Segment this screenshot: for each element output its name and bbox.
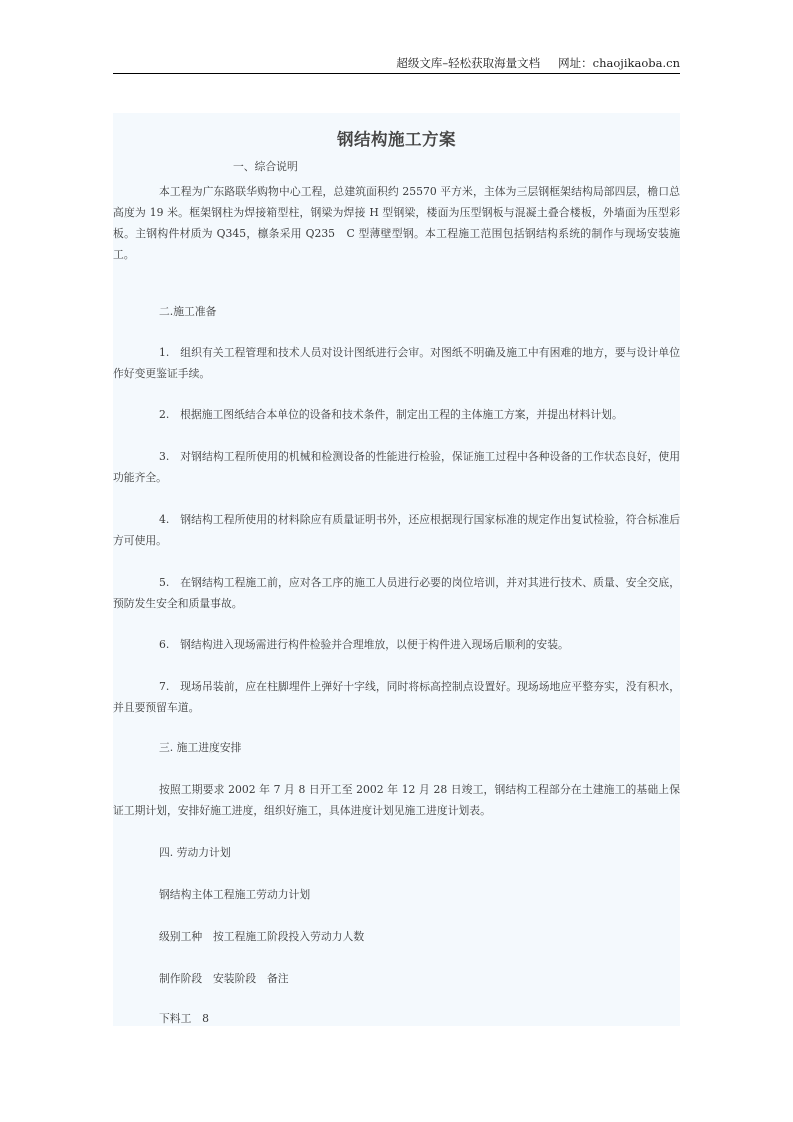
document-title: 钢结构施工方案 xyxy=(337,130,456,149)
section4-line-2: 级别工种 按工程施工阶段投入劳动力人数 xyxy=(159,930,365,943)
section2-item-5: 5. 在钢结构工程施工前，应对各工序的施工人员进行必要的岗位培训，并对其进行技术、质量、安全交底，预防发生安全和质量事故。 xyxy=(113,576,680,610)
section4-heading: 四. 劳动力计划 xyxy=(159,846,231,859)
section3-heading: 三. 施工进度安排 xyxy=(159,741,242,754)
section2-item-7: 7. 现场吊装前，应在柱脚埋件上弹好十字线，同时将标高控制点设置好。现场场地应平整夯实，没有积水，并且要预留车道。 xyxy=(113,680,680,714)
section3-body: 按照工期要求 2002 年 7 月 8 日开工至 2002 年 12 月 28 日竣工，钢结构工程部分在土建施工的基础上保证工期计划，安排好施工进度，组织好施工，具体进度计划见施工进度计划表。 xyxy=(113,783,680,817)
document-body xyxy=(113,113,680,1026)
section2-item-6: 6. 钢结构进入现场需进行构件检验并合理堆放，以便于构件进入现场后顺利的安装。 xyxy=(159,638,569,651)
site-url: 网址：chaojikaoba.cn xyxy=(558,56,680,70)
section1-heading: 一、综合说明 xyxy=(233,160,298,173)
section4-line-3: 制作阶段 安装阶段 备注 xyxy=(159,972,289,985)
section1-body: 本工程为广东路联华购物中心工程，总建筑面积约 25570 平方米，主体为三层钢框架结构局部四层，檐口总高度为 19 米。框架钢柱为焊接箱型柱，钢梁为焊接 H 型钢梁，楼面为压型钢板与混凝土叠合楼板，外墙面为压型彩板。主钢构件材质为 Q345，檩条采用 Q235 C 型薄壁型钢。本工程施工范围包括钢结构系统的制作与现场安装施工。 xyxy=(113,185,680,261)
page-header xyxy=(113,56,680,74)
section2-heading: 二.施工准备 xyxy=(159,305,217,318)
section4-line-4: 下料工 8 xyxy=(159,1012,210,1025)
section2-item-4: 4. 钢结构工程所使用的材料除应有质量证明书外，还应根据现行国家标准的规定作出复试检验，符合标准后方可使用。 xyxy=(113,513,680,547)
site-name: 超级文库–轻松获取海量文档 xyxy=(396,56,541,70)
section2-item-3: 3. 对钢结构工程所使用的机械和检测设备的性能进行检验，保证施工过程中各种设备的工作状态良好，使用功能齐全。 xyxy=(113,450,680,484)
section2-item-1: 1. 组织有关工程管理和技术人员对设计图纸进行会审。对图纸不明确及施工中有困难的地方，要与设计单位作好变更鉴证手续。 xyxy=(113,346,680,380)
section2-item-2: 2. 根据施工图纸结合本单位的设备和技术条件，制定出工程的主体施工方案，并提出材料计划。 xyxy=(159,408,623,421)
section4-line-1: 钢结构主体工程施工劳动力计划 xyxy=(159,888,311,901)
